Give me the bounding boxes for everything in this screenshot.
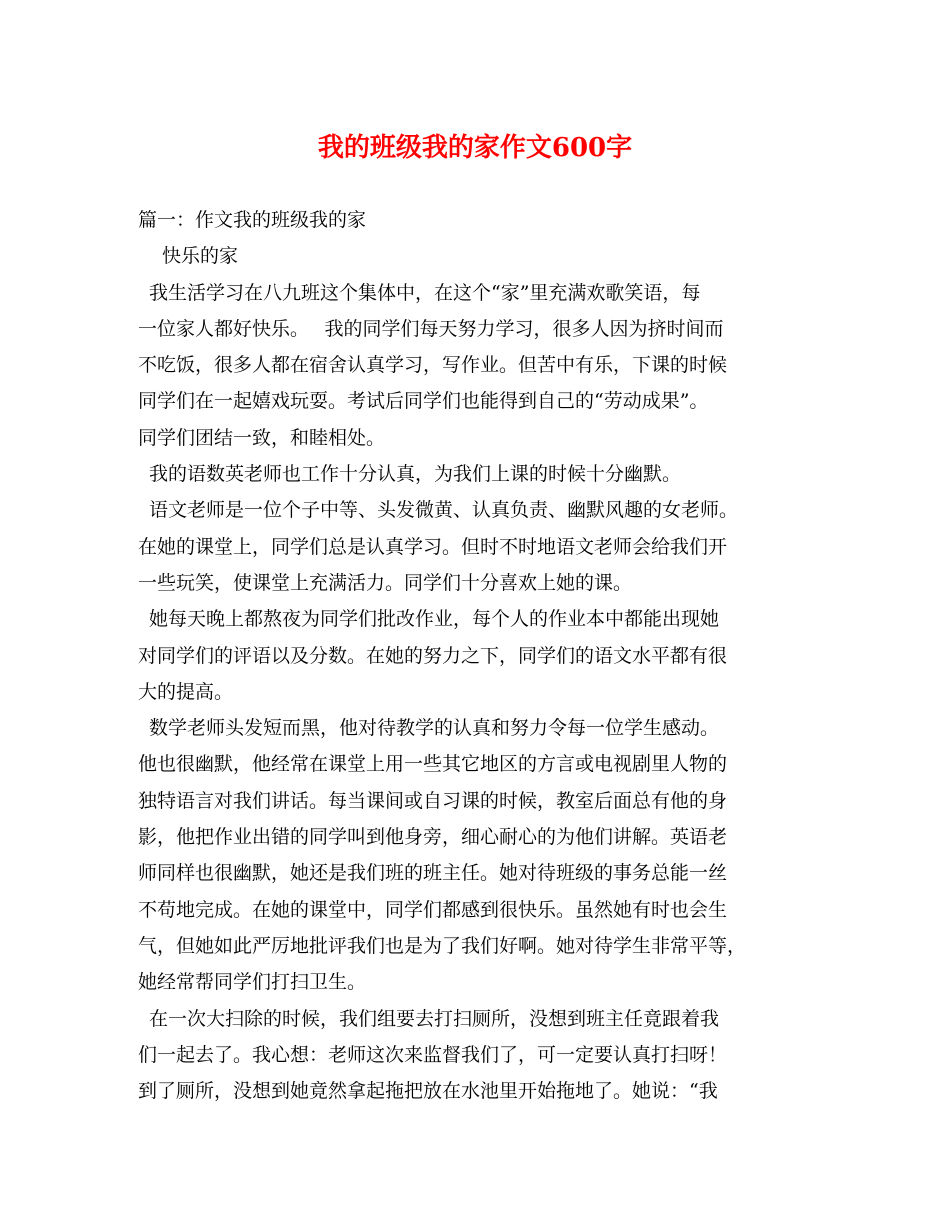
paragraph-line: 在她的课堂上，同学们总是认真学习。但时不时地语文老师会给我们开 — [138, 535, 728, 558]
paragraph-line: 语文老师是一位个子中等、头发微黄、认真负责、幽默风趣的女老师。 — [149, 499, 739, 522]
paragraph-line: 同学们团结一致，和睦相处。 — [138, 426, 386, 449]
paragraph-line: 大的提高。 — [138, 680, 234, 703]
paragraph-line: 一位家人都好快乐。 我的同学们每天努力学习，很多人因为挤时间而 — [138, 317, 724, 340]
paragraph-line: 对同学们的评语以及分数。在她的努力之下，同学们的语文水平都有很 — [138, 644, 728, 667]
paragraph-line: 我的语数英老师也工作十分认真，为我们上课的时候十分幽默。 — [149, 463, 682, 486]
paragraph-line: 在一次大扫除的时候，我们组要去打扫厕所，没想到班主任竟跟着我 — [149, 1007, 720, 1030]
paragraph-line: 独特语言对我们讲话。每当课间或自习课的时候，教室后面总有他的身 — [138, 789, 728, 812]
paragraph-line: 到了厕所，没想到她竟然拿起拖把放在水池里开始拖地了。她说：“我 — [138, 1080, 718, 1103]
subtitle: 快乐的家 — [162, 245, 239, 268]
paragraph-line: 不吃饭，很多人都在宿舍认真学习，写作业。但苦中有乐，下课的时候 — [138, 354, 728, 377]
paragraph-line: 他也很幽默，他经常在课堂上用一些其它地区的方言或电视剧里人物的 — [138, 753, 728, 776]
section-heading: 篇一：作文我的班级我的家 — [138, 209, 367, 231]
document-body — [138, 202, 828, 1109]
paragraph-line: 气，但她如此严厉地批评我们也是为了我们好啊。她对待学生非常平等， — [138, 934, 747, 957]
paragraph-line: 她经常帮同学们打扫卫生。 — [138, 971, 367, 994]
paragraph-line: 不苟地完成。在她的课堂中，同学们都感到很快乐。虽然她有时也会生 — [138, 898, 728, 921]
paragraph-line: 她每天晚上都熬夜为同学们批改作业，每个人的作业本中都能出现她 — [149, 608, 720, 631]
paragraph-line: 影，他把作业出错的同学叫到他身旁，细心耐心的为他们讲解。英语老 — [138, 826, 728, 849]
paragraph-line: 师同样也很幽默，她还是我们班的班主任。她对待班级的事务总能一丝 — [138, 862, 728, 885]
document-title: 我的班级我的家作文600字 — [317, 133, 633, 163]
paragraph-line: 一些玩笑，使课堂上充满活力。同学们十分喜欢上她的课。 — [138, 571, 633, 594]
paragraph-line: 同学们在一起嬉戏玩耍。考试后同学们也能得到自己的“劳动成果”。 — [138, 390, 709, 413]
paragraph-line: 数学老师头发短而黑，他对待教学的认真和努力令每一位学生感动。 — [149, 717, 720, 740]
paragraph-line: 们一起去了。我心想：老师这次来监督我们了，可一定要认真打扫呀！ — [138, 1043, 728, 1066]
paragraph-line: 我生活学习在八九班这个集体中，在这个“家”里充满欢歌笑语，每 — [149, 281, 701, 304]
